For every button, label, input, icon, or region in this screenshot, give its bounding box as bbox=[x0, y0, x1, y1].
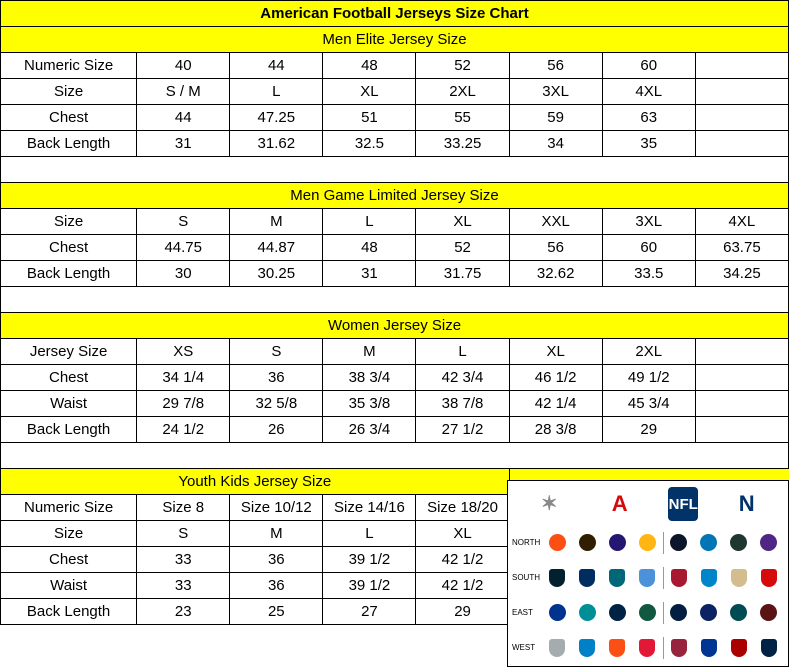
cell: 46 1/2 bbox=[509, 365, 602, 391]
cell: L bbox=[323, 209, 416, 235]
nfc-south-teams bbox=[664, 569, 785, 587]
cell: Size 8 bbox=[137, 495, 230, 521]
team-logo-icon bbox=[549, 569, 565, 587]
cell: 27 1/2 bbox=[416, 417, 509, 443]
cell: 30.25 bbox=[230, 261, 323, 287]
nfc-east-teams bbox=[664, 604, 785, 621]
section-heading-women: Women Jersey Size bbox=[1, 313, 789, 339]
team-logo-icon bbox=[731, 639, 747, 657]
team-logo-icon bbox=[609, 534, 626, 551]
team-logo-icon bbox=[579, 604, 596, 621]
cell: 40 bbox=[137, 53, 230, 79]
cell: 44.87 bbox=[230, 235, 323, 261]
cell: 39 1/2 bbox=[323, 547, 416, 573]
row-label: Size bbox=[1, 209, 137, 235]
row-label: Chest bbox=[1, 105, 137, 131]
cell-empty bbox=[695, 391, 788, 417]
cell: XL bbox=[416, 209, 509, 235]
star-logo-icon: ✶ bbox=[540, 493, 558, 515]
cell: 48 bbox=[323, 53, 416, 79]
section-heading-youth-kids: Youth Kids Jersey Size bbox=[1, 469, 789, 495]
cell: 35 bbox=[602, 131, 695, 157]
table-row bbox=[1, 105, 789, 131]
table-row bbox=[1, 79, 789, 105]
cell: 32 5/8 bbox=[230, 391, 323, 417]
cell: 35 3/8 bbox=[323, 391, 416, 417]
cell-empty bbox=[695, 105, 788, 131]
chart-title-row bbox=[1, 1, 789, 27]
cell: 31 bbox=[323, 261, 416, 287]
cell: 38 3/4 bbox=[323, 365, 416, 391]
division-row-south bbox=[508, 560, 788, 595]
cell-empty bbox=[695, 53, 788, 79]
cell: L bbox=[323, 521, 416, 547]
team-logo-icon bbox=[700, 604, 717, 621]
cell: 44 bbox=[137, 105, 230, 131]
cell: 39 1/2 bbox=[323, 573, 416, 599]
table-row bbox=[1, 53, 789, 79]
section-spacer bbox=[1, 287, 789, 313]
team-logo-icon bbox=[701, 639, 717, 657]
cell: L bbox=[416, 339, 509, 365]
afc-east-teams bbox=[542, 604, 663, 621]
cell: 33.25 bbox=[416, 131, 509, 157]
team-logo-icon bbox=[549, 604, 566, 621]
team-logo-icon bbox=[671, 639, 687, 657]
team-logo-icon bbox=[761, 639, 777, 657]
nfc-logo-icon: N bbox=[738, 491, 755, 516]
cell: 2XL bbox=[602, 339, 695, 365]
cell: 38 7/8 bbox=[416, 391, 509, 417]
cell: 31 bbox=[137, 131, 230, 157]
section-spacer bbox=[1, 157, 789, 183]
team-logo-icon bbox=[609, 604, 626, 621]
row-label: Back Length bbox=[1, 599, 137, 625]
cell: 56 bbox=[509, 235, 602, 261]
cell: 34 bbox=[509, 131, 602, 157]
division-row-north bbox=[508, 525, 788, 560]
cell: 26 3/4 bbox=[323, 417, 416, 443]
cell: 42 1/2 bbox=[416, 547, 509, 573]
cell: S bbox=[137, 521, 230, 547]
row-label: Back Length bbox=[1, 417, 137, 443]
cell: 29 bbox=[602, 417, 695, 443]
cell: 52 bbox=[416, 235, 509, 261]
cell: M bbox=[323, 339, 416, 365]
cell: 34.25 bbox=[695, 261, 788, 287]
table-row bbox=[1, 417, 789, 443]
cell: 44 bbox=[230, 53, 323, 79]
afc-north-teams bbox=[542, 534, 663, 551]
cell: 42 3/4 bbox=[416, 365, 509, 391]
cell: S / M bbox=[137, 79, 230, 105]
division-grid bbox=[508, 525, 788, 665]
cell: 3XL bbox=[509, 79, 602, 105]
team-logo-icon bbox=[639, 604, 656, 621]
cell: 27 bbox=[323, 599, 416, 625]
cell: 29 7/8 bbox=[137, 391, 230, 417]
cell: 4XL bbox=[695, 209, 788, 235]
row-label: Back Length bbox=[1, 131, 137, 157]
cell: 34 1/4 bbox=[137, 365, 230, 391]
cell: 60 bbox=[602, 235, 695, 261]
afc-south-teams bbox=[542, 569, 663, 587]
cell: 24 1/2 bbox=[137, 417, 230, 443]
cell: S bbox=[230, 339, 323, 365]
division-label: NORTH bbox=[512, 538, 541, 547]
team-logo-icon bbox=[639, 534, 656, 551]
table-row bbox=[1, 339, 789, 365]
cell: 33.5 bbox=[602, 261, 695, 287]
cell: 56 bbox=[509, 53, 602, 79]
cell: 33 bbox=[137, 547, 230, 573]
table-row bbox=[1, 235, 789, 261]
cell: 28 3/8 bbox=[509, 417, 602, 443]
row-label: Size bbox=[1, 79, 137, 105]
table-row bbox=[1, 391, 789, 417]
team-logo-icon bbox=[579, 534, 596, 551]
cell: 31.75 bbox=[416, 261, 509, 287]
cell-empty bbox=[695, 365, 788, 391]
cell: 42 1/2 bbox=[416, 573, 509, 599]
division-row-east bbox=[508, 595, 788, 630]
cell: XS bbox=[137, 339, 230, 365]
conference-logo-row bbox=[508, 481, 788, 525]
page-title: American Football Jerseys Size Chart bbox=[1, 1, 789, 27]
team-logo-icon bbox=[760, 604, 777, 621]
row-label: Chest bbox=[1, 235, 137, 261]
cell: 4XL bbox=[602, 79, 695, 105]
cell: 42 1/4 bbox=[509, 391, 602, 417]
table-row bbox=[1, 131, 789, 157]
team-logo-icon bbox=[730, 604, 747, 621]
division-label: EAST bbox=[512, 608, 533, 617]
nfl-team-logo-panel bbox=[507, 480, 789, 667]
row-label: Numeric Size bbox=[1, 495, 137, 521]
cell: 26 bbox=[230, 417, 323, 443]
nfc-north-teams bbox=[664, 534, 785, 551]
cell: 32.62 bbox=[509, 261, 602, 287]
cell: 59 bbox=[509, 105, 602, 131]
cell: XXL bbox=[509, 209, 602, 235]
table-row bbox=[1, 209, 789, 235]
team-logo-icon bbox=[549, 534, 566, 551]
cell: 52 bbox=[416, 53, 509, 79]
cell: 36 bbox=[230, 547, 323, 573]
cell: 60 bbox=[602, 53, 695, 79]
cell: Size 10/12 bbox=[230, 495, 323, 521]
cell-empty bbox=[695, 79, 788, 105]
team-logo-icon bbox=[700, 534, 717, 551]
team-logo-icon bbox=[579, 639, 595, 657]
row-label: Waist bbox=[1, 573, 137, 599]
row-label: Numeric Size bbox=[1, 53, 137, 79]
section-heading-men-game-limited: Men Game Limited Jersey Size bbox=[1, 183, 789, 209]
team-logo-icon bbox=[579, 569, 595, 587]
cell-empty bbox=[695, 131, 788, 157]
nfc-west-teams bbox=[664, 639, 785, 657]
table-row bbox=[1, 365, 789, 391]
cell: 45 3/4 bbox=[602, 391, 695, 417]
cell: XL bbox=[416, 521, 509, 547]
cell: Size 18/20 bbox=[416, 495, 509, 521]
cell: Size 14/16 bbox=[323, 495, 416, 521]
row-label: Back Length bbox=[1, 261, 137, 287]
cell: 51 bbox=[323, 105, 416, 131]
team-logo-icon bbox=[639, 639, 655, 657]
team-logo-icon bbox=[670, 534, 687, 551]
cell: 36 bbox=[230, 365, 323, 391]
cell: 47.25 bbox=[230, 105, 323, 131]
row-label: Chest bbox=[1, 547, 137, 573]
section-spacer bbox=[1, 443, 789, 469]
division-label: WEST bbox=[512, 643, 536, 652]
team-logo-icon bbox=[761, 569, 777, 587]
division-label: SOUTH bbox=[512, 573, 540, 582]
cell: 30 bbox=[137, 261, 230, 287]
cell: 48 bbox=[323, 235, 416, 261]
cell-empty bbox=[695, 417, 788, 443]
cell: 36 bbox=[230, 573, 323, 599]
cell: 33 bbox=[137, 573, 230, 599]
team-logo-icon bbox=[671, 569, 687, 587]
section-heading-men-elite: Men Elite Jersey Size bbox=[1, 27, 789, 53]
cell: 2XL bbox=[416, 79, 509, 105]
cell: L bbox=[230, 79, 323, 105]
team-logo-icon bbox=[701, 569, 717, 587]
row-label: Size bbox=[1, 521, 137, 547]
row-label: Waist bbox=[1, 391, 137, 417]
cell: XL bbox=[509, 339, 602, 365]
cell: 23 bbox=[137, 599, 230, 625]
team-logo-icon bbox=[639, 569, 655, 587]
row-label: Jersey Size bbox=[1, 339, 137, 365]
cell: 3XL bbox=[602, 209, 695, 235]
afc-logo-icon: A bbox=[611, 491, 628, 516]
cell: 49 1/2 bbox=[602, 365, 695, 391]
cell: 63.75 bbox=[695, 235, 788, 261]
nfl-shield-logo-icon: NFL bbox=[668, 487, 698, 521]
cell: 55 bbox=[416, 105, 509, 131]
team-logo-icon bbox=[670, 604, 687, 621]
cell: 32.5 bbox=[323, 131, 416, 157]
cell: XL bbox=[323, 79, 416, 105]
team-logo-icon bbox=[731, 569, 747, 587]
team-logo-icon bbox=[609, 569, 625, 587]
team-logo-icon bbox=[760, 534, 777, 551]
cell: M bbox=[230, 521, 323, 547]
afc-west-teams bbox=[542, 639, 663, 657]
team-logo-icon bbox=[609, 639, 625, 657]
cell: M bbox=[230, 209, 323, 235]
cell: 25 bbox=[230, 599, 323, 625]
cell: 44.75 bbox=[137, 235, 230, 261]
cell: 29 bbox=[416, 599, 509, 625]
cell: S bbox=[137, 209, 230, 235]
team-logo-icon bbox=[730, 534, 747, 551]
cell-empty bbox=[695, 339, 788, 365]
table-row bbox=[1, 261, 789, 287]
division-row-west bbox=[508, 630, 788, 665]
cell: 63 bbox=[602, 105, 695, 131]
row-label: Chest bbox=[1, 365, 137, 391]
team-logo-icon bbox=[549, 639, 565, 657]
cell: 31.62 bbox=[230, 131, 323, 157]
